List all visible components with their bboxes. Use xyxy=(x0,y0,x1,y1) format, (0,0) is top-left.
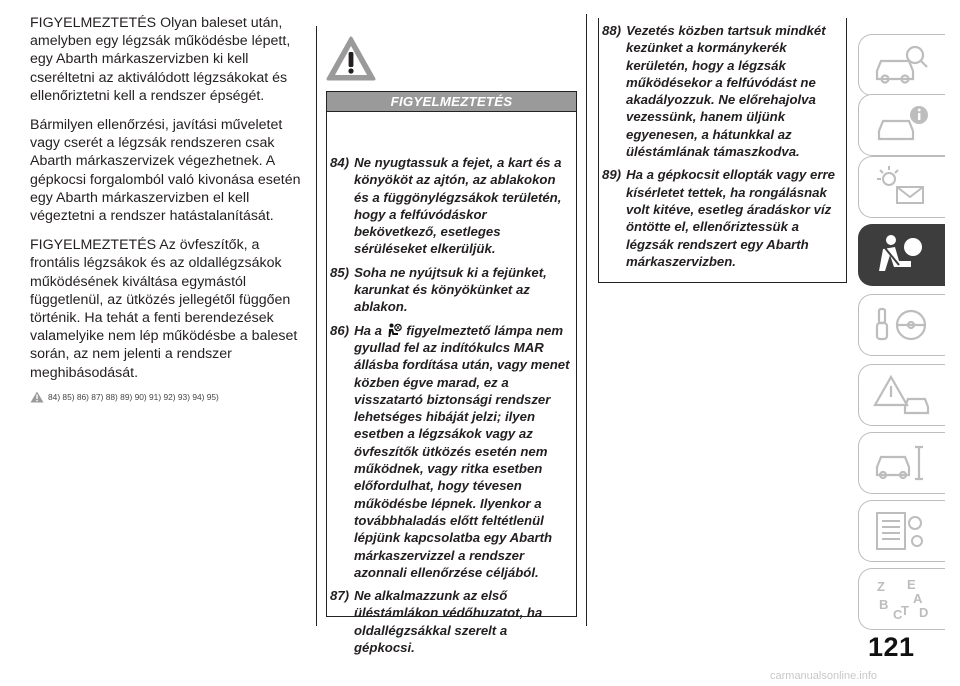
warning-item-86 xyxy=(330,322,570,581)
tab-safety[interactable] xyxy=(858,224,945,286)
svg-text:T: T xyxy=(901,603,909,618)
warning-triangle-car-icon xyxy=(869,371,935,419)
item-number: 85) xyxy=(330,264,350,280)
warning-item-87 xyxy=(330,587,570,656)
tab-maintenance[interactable] xyxy=(858,432,945,494)
item-number: 88) xyxy=(602,23,622,38)
warning-item-85 xyxy=(330,264,570,316)
paragraph-pretensioner-note: FIGYELMEZTETÉS Az övfeszítők, a frontális légzsákok és az oldallégzsákok működésének kiváltása egymástól függetlenül, az ütközés jellegétől függően történik. Ha tehát a fenti berendezések valamelyike nem lép működésbe a baleset során, az nem jelenti a rendszer meghibásodását. xyxy=(30,237,298,381)
car-wrench-icon xyxy=(869,439,935,487)
item-number: 86) xyxy=(330,322,350,338)
tab-starting-driving[interactable] xyxy=(858,294,945,356)
page-number: 121 xyxy=(868,632,915,662)
item-number: 89) xyxy=(602,167,622,183)
svg-text:Z: Z xyxy=(877,579,885,594)
item-text: Ne alkalmazzunk az első üléstámlákon védőhuzatot, ha oldallégzsákkal szerelt a gépkocsi. xyxy=(354,588,543,656)
item-text: Ha a gépkocsit ellopták vagy erre kísérletet tettek, ha rongálásnak volt kitéve, esetleg áradáskor víz öntötte el, ellenőriztessük a légzsák rendszert egy Abarth márkaszervizben. xyxy=(626,167,835,269)
warning-item-89 xyxy=(602,166,842,270)
tab-technical-data[interactable] xyxy=(858,500,945,562)
car-info-icon xyxy=(869,101,935,149)
references-text: 84) 85) 86) 87) 88) 89) 90) 91) 92) 93) 94) 95) xyxy=(48,391,219,402)
lights-envelope-icon xyxy=(869,163,935,211)
column-divider-right xyxy=(586,14,587,626)
paragraph-airbag-replacement: FIGYELMEZTETÉS Olyan baleset után, amelyben egy légzsák működésbe lépett, egy Abarth márkaszervizben ki kell cseréltetni az aktiválódott légzsákokat és ellenőriztetni kell a rendszer épségét. xyxy=(30,15,291,104)
tab-emergency[interactable] xyxy=(858,364,945,426)
tab-index[interactable] xyxy=(858,568,945,630)
warning-triangle-large-icon xyxy=(326,36,376,81)
warning-box-continued xyxy=(598,18,847,283)
svg-text:E: E xyxy=(907,577,916,592)
item-text-before: Ha a xyxy=(354,322,382,338)
warning-box xyxy=(326,91,577,656)
specs-list-gear-icon xyxy=(869,507,935,555)
item-text: Ne nyugtassuk a fejet, a kart és a könyököt az ajtón, az ablakokon és a függönylégzsákok területén, hogy a felfúvódáskor bekövetkező, esetleges sérüléseket elkerüljük. xyxy=(354,155,562,257)
svg-text:D: D xyxy=(919,605,929,620)
left-column xyxy=(30,14,306,403)
alphabet-index-icon xyxy=(869,575,935,623)
item-text: Vezetés közben tartsuk mindkét kezünket a kormánykerék kerületén, hogy a légzsák működésekor a felfúvódást ne akadályozzuk. Ne előrehajolva vezessünk, hanem üljünk egyenesen, a hátunkkal az üléstámlának támaszkodva. xyxy=(626,23,826,160)
svg-text:A: A xyxy=(913,591,923,606)
key-steering-wheel-icon xyxy=(869,301,935,349)
warning-title: FIGYELMEZTETÉS xyxy=(327,92,576,112)
tab-car-info[interactable] xyxy=(858,94,945,156)
warning-item-88 xyxy=(602,22,842,160)
svg-text:C: C xyxy=(893,607,903,622)
paragraph-service-only: Bármilyen ellenőrzési, javítási műveletet vagy cserét a légzsák rendszeren csak Abarth márkaszervizek végezhetnek. A gépkocsi forgalomból való kivonása esetén egy Abarth márkaszervizben el kell végeztetni a rendszer hatástalanítását. xyxy=(30,117,301,225)
svg-text:B: B xyxy=(879,597,889,612)
column-divider-left xyxy=(316,26,317,626)
warning-references xyxy=(30,391,306,403)
warning-item-84 xyxy=(330,154,570,258)
car-search-icon xyxy=(869,41,935,89)
tab-car-search[interactable] xyxy=(858,34,945,96)
watermark: carmanualsonline.info xyxy=(770,670,878,682)
item-number: 87) xyxy=(330,588,350,604)
item-text: Soha ne nyújtsuk ki a fejünket, karunkat és könyökünket az ablakon. xyxy=(354,264,547,315)
seatbelt-airbag-icon xyxy=(869,231,935,279)
item-text: figyelmeztető lámpa nem gyullad fel az indítókulcs MAR állásba fordítása után, vagy menet közben égve marad, ez a visszatartó biztonsági rendszer lehetséges hibáját jelzi; ilyen esetben a légzsákok vagy az övfeszítők ütközés esetén nem működnek, vagy ritka esetben előfordulhat, hogy tévesen működésbe lépnek. Ilyenkor a továbbhaladás előtt feltétlenül lépjünk kapcsolatba egy Abarth márkaszervizzel a rendszer azonnali ellenőrzése céljából. xyxy=(354,322,570,580)
tab-lights-messages[interactable] xyxy=(858,156,945,218)
warning-triangle-icon xyxy=(30,391,44,403)
airbag-warning-light-icon xyxy=(387,323,402,338)
item-number: 84) xyxy=(330,155,350,170)
